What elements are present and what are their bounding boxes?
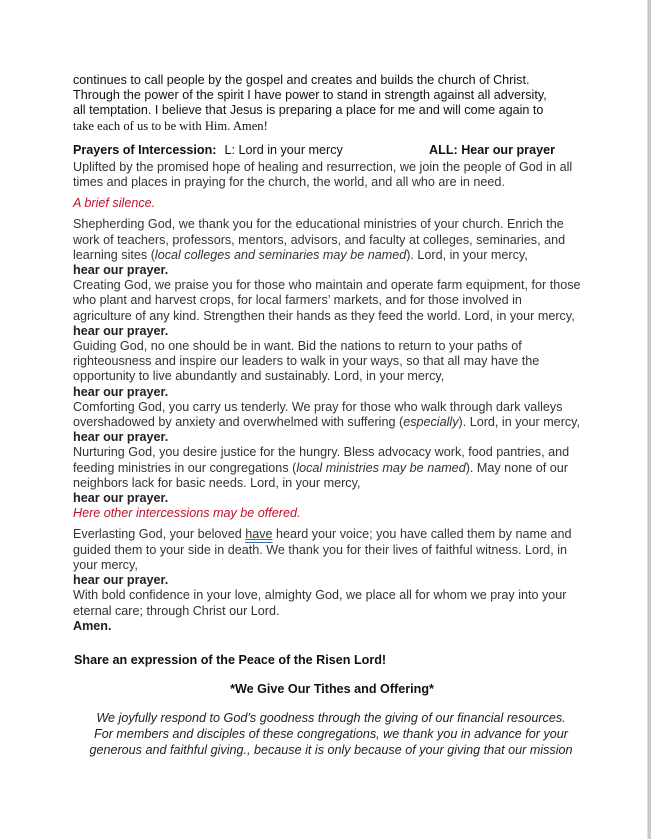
amen: Amen. bbox=[73, 618, 112, 633]
petition-creating: Creating God, we praise you for those who maintain and operate farm equipment, for those who plant and harvest crops, for local farmers’ markets, and for those involved in agriculture of any kind. Strengthen their hands as they feed the world. Lord, in your mercy, bbox=[73, 278, 581, 323]
petitions bbox=[73, 217, 583, 506]
petition-guiding: Guiding God, no one should be in want. Bid the nations to return to your paths of righteousness and inspire our leaders to walk in your ways, so that all may have the opportunity to live abundantly and sustainably. Lord, in your mercy, bbox=[73, 339, 540, 384]
response-line: hear our prayer. bbox=[73, 430, 169, 445]
intercession-intro: Uplifted by the promised hope of healing and resurrection, we join the people of God in all times and places in praying for the church, the world, and all who are in need. bbox=[73, 159, 573, 190]
peace-instruction: Share an expression of the Peace of the Risen Lord! bbox=[74, 652, 387, 667]
response-line: hear our prayer. bbox=[73, 384, 169, 399]
closing-petitions bbox=[73, 527, 583, 633]
offering-title: *We Give Our Tithes and Offering* bbox=[230, 681, 434, 696]
petition-everlasting: Everlasting God, your beloved have heard your voice; you have called them by name and guided them to your side in death. We thank you for their lives of faithful witness. Lord, in your mercy, bbox=[73, 527, 572, 572]
rubric-silence: A brief silence. bbox=[73, 196, 156, 211]
leader-response: L: Lord in your mercy bbox=[224, 142, 343, 157]
grammar-flagged-word[interactable]: have bbox=[245, 527, 273, 542]
intercession-heading bbox=[73, 143, 583, 158]
response-line: hear our prayer. bbox=[73, 263, 169, 278]
petition-nurturing: Nurturing God, you desire justice for the hungry. Bless advocacy work, food pantries, and feeding ministries in our congregations (local ministries may be named). May none of our neighbors lack for basic needs. Lord, in your mercy, bbox=[73, 445, 570, 490]
closing-prayer: With bold confidence in your love, almighty God, we place all for whom we pray into your eternal care; through Christ our Lord. bbox=[73, 588, 567, 618]
response-line: hear our prayer. bbox=[73, 323, 169, 338]
offering-line: We joyfully respond to God’s goodness through the giving of our financial resources. bbox=[96, 711, 566, 726]
page-edge bbox=[647, 0, 651, 839]
creed-line: continues to call people by the gospel and creates and builds the church of Christ. bbox=[73, 73, 530, 87]
document-page bbox=[73, 73, 583, 758]
intercession-title: Prayers of Intercession: bbox=[73, 142, 217, 157]
creed-line: all temptation. I believe that Jesus is preparing a place for me and will come again to bbox=[73, 103, 544, 118]
creed-section bbox=[73, 73, 583, 134]
creed-last-line: take each of us to be with Him. Amen! bbox=[73, 118, 268, 133]
congregation-response: ALL: Hear our prayer bbox=[429, 142, 555, 157]
offering-line: generous and faithful giving., because it is only because of your giving that our mission bbox=[89, 743, 573, 758]
response-line: hear our prayer. bbox=[73, 573, 169, 588]
petition-shepherding: Shepherding God, we thank you for the educational ministries of your church. Enrich the work of teachers, professors, mentors, advisors, and faculty at colleges, seminaries, and learning sites (local colleges and seminaries may be named). Lord, in your mercy, bbox=[73, 217, 566, 262]
creed-line: Through the power of the spirit I have power to stand in strength against all adversity, bbox=[73, 88, 547, 103]
offering-line: For members and disciples of these congregations, we thank you in advance for your bbox=[94, 727, 568, 742]
offering-text bbox=[71, 710, 591, 758]
rubric-other-intercessions: Here other intercessions may be offered. bbox=[73, 506, 301, 521]
petition-comforting: Comforting God, you carry us tenderly. We pray for those who walk through dark valleys overshadowed by anxiety and overwhelmed with suffering (especially). Lord, in your mercy, bbox=[73, 399, 581, 430]
response-line: hear our prayer. bbox=[73, 491, 169, 506]
